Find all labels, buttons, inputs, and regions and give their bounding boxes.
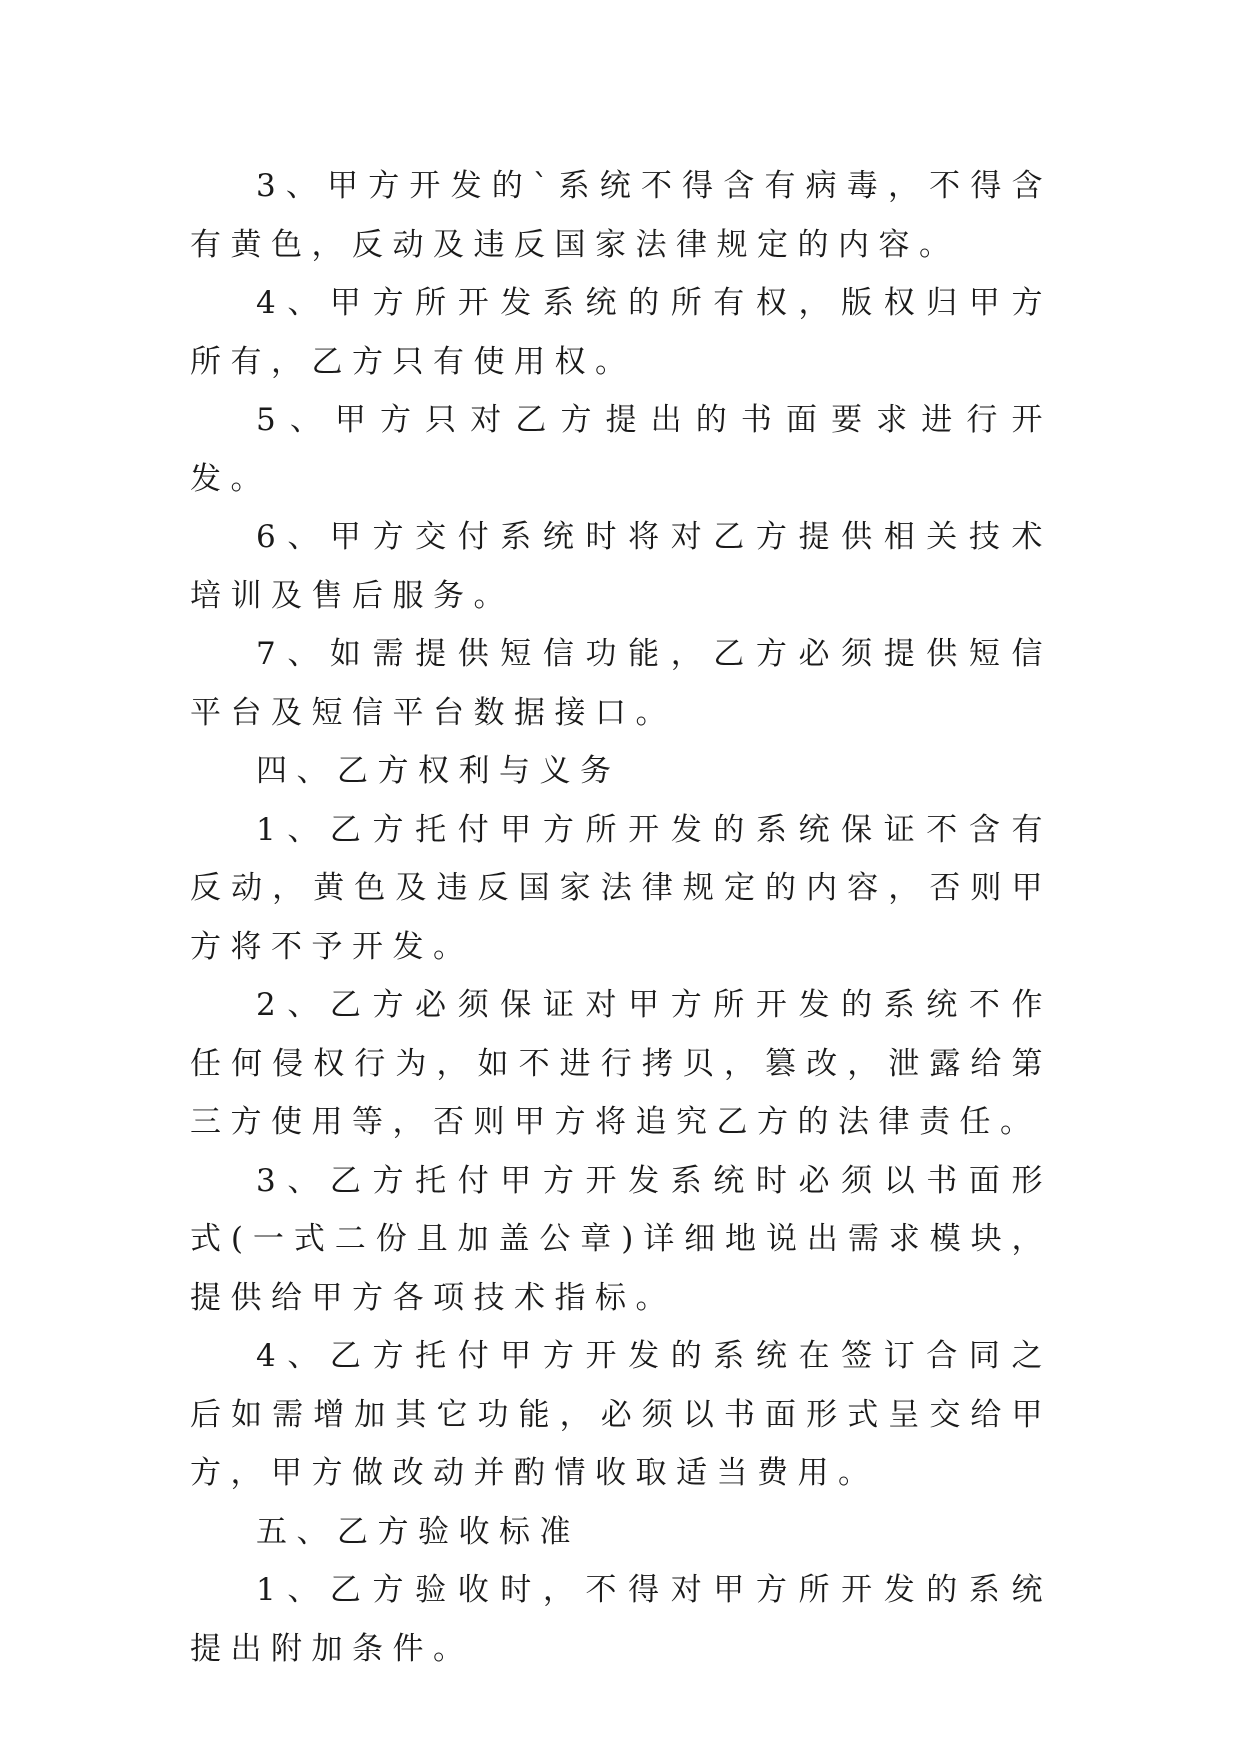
- clause-paragraph: 7、如需提供短信功能，乙方必须提供短信平台及短信平台数据接口。: [190, 636, 1052, 731]
- clause-paragraph: 6、甲方交付系统时将对乙方提供相关技术培训及售后服务。: [190, 519, 1052, 614]
- section-heading: 五、乙方验收标准: [256, 1513, 580, 1550]
- clause-paragraph: 4、乙方托付甲方开发的系统在签订合同之后如需增加其它功能，必须以书面形式呈交给甲方，甲方做改动并酌情收取适当费用。: [190, 1338, 1052, 1491]
- clause-paragraph: 3、乙方托付甲方开发系统时必须以书面形式(一式二份且加盖公章)详细地说出需求模块，提供给甲方各项技术指标。: [190, 1162, 1052, 1316]
- section-heading: 四、乙方权利与义务: [256, 753, 621, 789]
- document-body: [190, 157, 1052, 1678]
- clause-paragraph: 4、甲方所开发系统的所有权，版权归甲方所有，乙方只有使用权。: [190, 285, 1052, 380]
- clause-paragraph: 2、乙方必须保证对甲方所开发的系统不作任何侵权行为，如不进行拷贝，篡改，泄露给第三方使用等，否则甲方将追究乙方的法律责任。: [190, 987, 1052, 1140]
- clause-paragraph: 1、乙方托付甲方所开发的系统保证不含有反动，黄色及违反国家法律规定的内容，否则甲方将不予开发。: [190, 811, 1052, 965]
- clause-paragraph: 5、甲方只对乙方提出的书面要求进行开发。: [190, 402, 1052, 497]
- clause-paragraph: 3、甲方开发的`系统不得含有病毒，不得含有黄色，反动及违反国家法律规定的内容。: [190, 168, 1052, 263]
- clause-paragraph: 1、乙方验收时，不得对甲方所开发的系统提出附加条件。: [190, 1572, 1052, 1667]
